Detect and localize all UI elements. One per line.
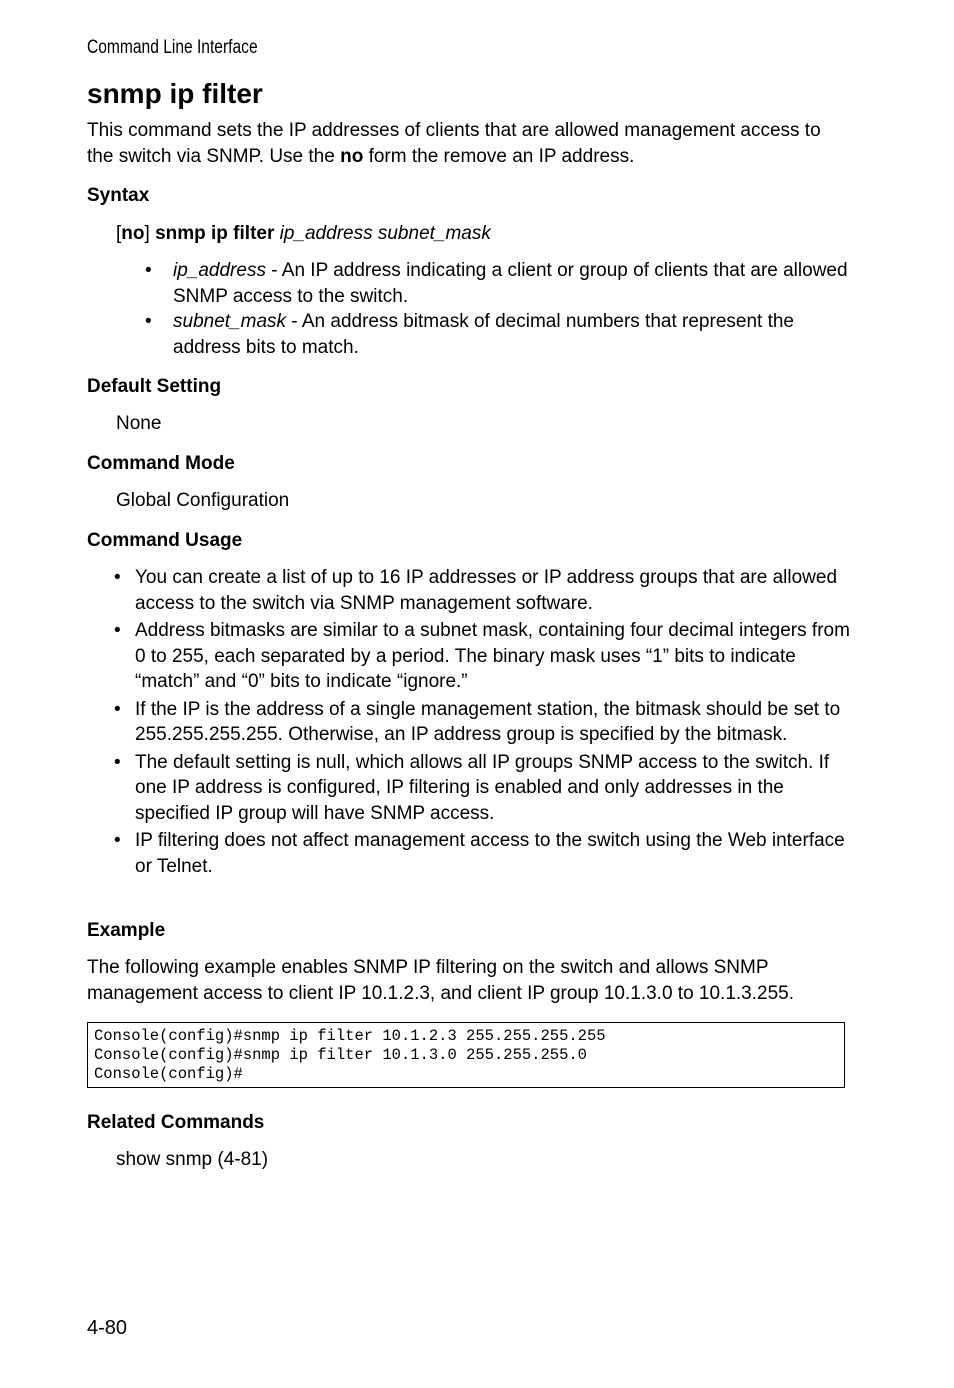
default-setting-heading: Default Setting: [87, 376, 222, 397]
usage-text: You can create a list of up to 16 IP addresses or IP address groups that are allowed access to the switch via SNMP management software.: [135, 567, 838, 614]
syntax-line: [116, 221, 491, 247]
code-line: Console(config)#snmp ip filter 10.1.3.0 255.255.255.0: [94, 1046, 587, 1064]
intro-text-before: This command sets the IP addresses of clients that are allowed management access to the switch via SNMP. Use the: [87, 120, 821, 167]
syntax-heading: Syntax: [87, 185, 150, 206]
bullet-icon: •: [114, 830, 121, 851]
usage-item: [114, 565, 854, 616]
usage-item: [114, 697, 854, 748]
bullet-icon: •: [114, 567, 121, 588]
bullet-icon: •: [114, 620, 121, 641]
command-usage-list: [114, 565, 854, 881]
syntax-command: snmp ip filter: [155, 223, 275, 244]
command-usage-heading: Command Usage: [87, 530, 243, 551]
usage-text: Address bitmasks are similar to a subnet mask, containing four decimal integers from 0 to 255, each separated by a period. The binary mask uses “1” bits to indicate “match” and “0” bits to indicate “ignore.”: [135, 620, 850, 692]
syntax-no-keyword: no: [121, 223, 145, 244]
parameter-description: - An address bitmask of decimal numbers that represent the address bits to match.: [173, 311, 794, 358]
parameter-item: [145, 309, 855, 360]
syntax-open-bracket: [: [116, 223, 122, 244]
usage-text: If the IP is the address of a single management station, the bitmask should be set to 255.255.255.255. Otherwise, an IP address group is specified by the bitmask.: [135, 698, 841, 745]
example-description: The following example enables SNMP IP filtering on the switch and allows SNMP management access to client IP 10.1.2.3, and client IP group 10.1.3.0 to 10.1.3.255.: [87, 957, 794, 1004]
default-setting-value: None: [116, 413, 162, 434]
code-example-box: [87, 1022, 845, 1088]
command-mode-value: Global Configuration: [116, 490, 290, 511]
bullet-icon: •: [114, 751, 121, 773]
bullet-icon: •: [145, 311, 152, 332]
bullet-icon: •: [114, 698, 121, 720]
intro-text-after: form the remove an IP address.: [363, 146, 635, 167]
parameter-description: - An IP address indicating a client or group of clients that are allowed SNMP access to the switch.: [173, 260, 848, 307]
example-heading: Example: [87, 920, 166, 941]
usage-item: [114, 618, 854, 695]
running-header: Command Line Interface: [87, 37, 258, 58]
usage-text: IP filtering does not affect management access to the switch using the Web interface or Telnet.: [135, 830, 845, 877]
syntax-parameter-list: [145, 258, 855, 360]
parameter-item: [145, 258, 855, 309]
page-title: snmp ip filter: [87, 78, 263, 109]
command-mode-heading: Command Mode: [87, 453, 235, 474]
page-number: 4-80: [87, 1317, 128, 1339]
related-command-link[interactable]: show snmp (4-81): [116, 1149, 269, 1170]
usage-item: [114, 750, 854, 827]
bullet-icon: •: [145, 260, 152, 281]
syntax-params: ip_address subnet_mask: [274, 223, 491, 244]
usage-text: The default setting is null, which allows all IP groups SNMP access to the switch. If one IP address is configured, IP filtering is enabled and only addresses in the specified IP group will have SNMP access.: [135, 751, 830, 824]
usage-item: [114, 828, 854, 879]
syntax-close-bracket: ]: [144, 223, 156, 244]
parameter-term: ip_address: [173, 260, 266, 281]
intro-paragraph: [87, 118, 847, 170]
code-line: Console(config)#snmp ip filter 10.1.2.3 255.255.255.255: [94, 1027, 606, 1045]
related-commands-heading: Related Commands: [87, 1112, 265, 1133]
parameter-term: subnet_mask: [173, 311, 287, 332]
code-line: Console(config)#: [94, 1065, 243, 1083]
intro-bold-no: no: [340, 146, 364, 167]
